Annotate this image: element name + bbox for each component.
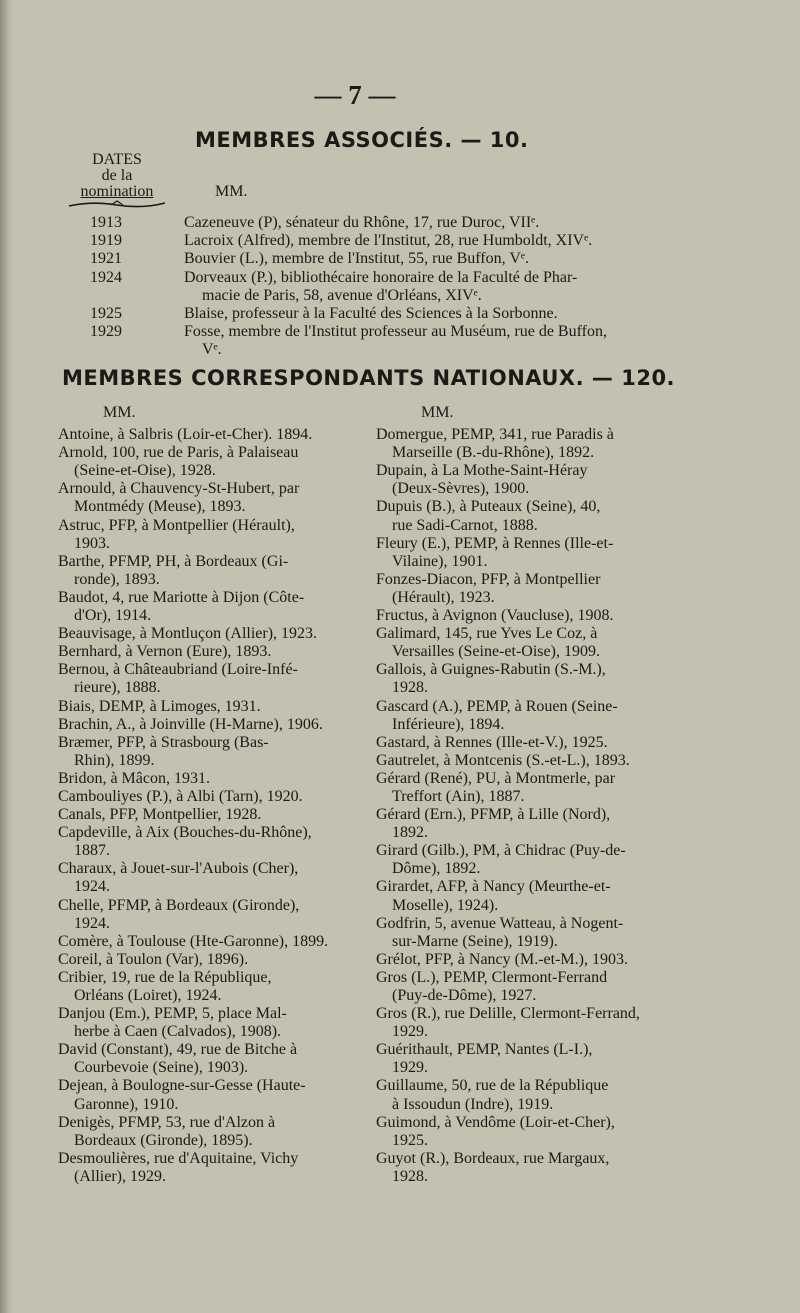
- correspondant-entry: [376, 1041, 681, 1077]
- nomination-year: 1913: [90, 214, 122, 231]
- correspondant-entry-line: Dupuis (B.), à Puteaux (Seine), 40,: [376, 498, 601, 516]
- correspondant-entry-line: Fonzes-Diacon, PFP, à Montpellier: [376, 570, 601, 588]
- associe-entry: [80, 232, 690, 250]
- correspondant-entry-line: Cambouliyes (P.), à Albi (Tarn), 1920.: [58, 787, 303, 805]
- correspondant-entry: [58, 1005, 358, 1041]
- correspondant-entry-line: Bordeaux (Gironde), 1895).: [74, 1131, 253, 1149]
- ornament-flourish: [67, 200, 167, 210]
- correspondant-entry-line: Gros (L.), PEMP, Clermont-Ferrand: [376, 968, 608, 986]
- associe-entry: [80, 214, 690, 232]
- correspondant-entry: [58, 860, 358, 896]
- correspondant-entry: [58, 698, 358, 716]
- correspondant-entry: [376, 842, 681, 878]
- correspondant-entry-line: Girardet, AFP, à Nancy (Meurthe-et-: [376, 878, 611, 896]
- correspondant-entry: [376, 806, 681, 842]
- correspondant-entry: [376, 1005, 681, 1041]
- correspondant-entry-line: ronde), 1893.: [74, 570, 160, 588]
- correspondant-entry-line: Gérard (Ern.), PFMP, à Lille (Nord),: [376, 806, 611, 824]
- correspondant-entry-line: Marseille (B.-du-Rhône), 1892.: [392, 444, 595, 462]
- correspondant-entry-line: Gastard, à Rennes (Ille-et-V.), 1925.: [376, 733, 608, 751]
- correspondant-entry-line: Fructus, à Avignon (Vaucluse), 1908.: [376, 607, 614, 625]
- correspondant-entry: [58, 788, 358, 806]
- section-title-correspondants: MEMBRES CORRESPONDANTS NATIONAUX. — 120.: [62, 366, 676, 390]
- associe-text-line: Blaise, professeur à la Faculté des Sciences à la Sorbonne.: [184, 305, 558, 323]
- correspondant-entry-line: rue Sadi-Carnot, 1888.: [392, 516, 538, 534]
- correspondant-entry-line: Gallois, à Guignes-Rabutin (S.-M.),: [376, 661, 606, 679]
- correspondant-entry: [58, 824, 358, 860]
- correspondant-entry: [58, 770, 358, 788]
- correspondant-entry-line: 1925.: [392, 1131, 428, 1149]
- correspondant-entry-line: Bernou, à Châteaubriand (Loire-Infé-: [58, 661, 298, 679]
- correspondant-entry: [58, 1041, 358, 1077]
- correspondant-entry: [376, 625, 681, 661]
- nomination-year: 1929: [90, 323, 122, 341]
- correspondant-entry-line: Biais, DEMP, à Limoges, 1931.: [58, 697, 261, 715]
- correspondant-entry-line: Inférieure), 1894.: [392, 715, 505, 733]
- correspondant-entry-line: Montmédy (Meuse), 1893.: [74, 498, 246, 516]
- correspondant-entry: [58, 625, 358, 643]
- correspondant-entry: [376, 878, 681, 914]
- correspondant-entry-line: (Allier), 1929.: [74, 1167, 166, 1185]
- associe-text: [184, 250, 690, 268]
- nomination-year: 1925: [90, 305, 122, 323]
- correspondant-entry-line: Cribier, 19, rue de la République,: [58, 968, 272, 986]
- correspondant-entry: [58, 589, 358, 625]
- correspondant-entry-line: (Deux-Sèvres), 1900.: [392, 480, 530, 498]
- correspondant-entry: [58, 969, 358, 1005]
- page-binding-shadow: [0, 0, 14, 1313]
- correspondant-entry-line: David (Constant), 49, rue de Bitche à: [58, 1041, 298, 1059]
- correspondant-entry-line: Desmoulières, rue d'Aquitaine, Vichy: [58, 1149, 299, 1167]
- dates-column-header: [62, 152, 172, 210]
- correspondant-entry-line: Brachin, A., à Joinville (H-Marne), 1906.: [58, 715, 323, 733]
- correspondant-entry: [58, 426, 358, 444]
- correspondant-entry: [58, 661, 358, 697]
- correspondant-entry: [58, 734, 358, 770]
- associe-text: [184, 323, 690, 359]
- correspondant-entry-line: Gros (R.), rue Delille, Clermont-Ferrand,: [376, 1005, 640, 1023]
- dates-header-line: DATES: [92, 151, 142, 168]
- correspondant-entry: [58, 1114, 358, 1150]
- page-number: — 7 —: [314, 80, 396, 110]
- correspondant-entry-line: Bridon, à Mâcon, 1931.: [58, 769, 210, 787]
- correspondant-entry-line: Domergue, PEMP, 341, rue Paradis à: [376, 426, 614, 444]
- correspondant-entry-line: Fleury (E.), PEMP, à Rennes (Ille-et-: [376, 534, 614, 552]
- correspondant-entry-line: (Seine-et-Oise), 1928.: [74, 462, 216, 480]
- associes-list: [80, 214, 690, 360]
- correspondant-entry: [376, 969, 681, 1005]
- correspondant-entry-line: à Issoudun (Indre), 1919.: [392, 1095, 554, 1113]
- associe-text: [184, 305, 690, 323]
- correspondant-entry-line: 1928.: [392, 679, 428, 697]
- correspondant-entry-line: Girard (Gilb.), PM, à Chidrac (Puy-de-: [376, 842, 626, 860]
- associe-entry: [80, 323, 690, 359]
- correspondant-entry: [58, 517, 358, 553]
- correspondant-entry-line: Versailles (Seine-et-Oise), 1909.: [392, 643, 600, 661]
- correspondant-entry-line: 1928.: [392, 1167, 428, 1185]
- correspondant-entry: [58, 897, 358, 933]
- mm-label-right: MM.: [421, 404, 454, 421]
- correspondant-entry-line: Denigès, PFMP, 53, rue d'Alzon à: [58, 1113, 276, 1131]
- associe-entry: [80, 305, 690, 323]
- correspondant-entry-line: d'Or), 1914.: [74, 607, 152, 625]
- correspondant-entry-line: Guillaume, 50, rue de la République: [376, 1077, 609, 1095]
- correspondant-entry-line: Guérithault, PEMP, Nantes (L-I.),: [376, 1041, 593, 1059]
- correspondant-entry-line: 1929.: [392, 1023, 428, 1041]
- associe-text-line: Dorveaux (P.), bibliothécaire honoraire de la Faculté de Phar-: [184, 268, 578, 286]
- correspondant-entry: [58, 553, 358, 589]
- correspondant-entry-line: Dejean, à Boulogne-sur-Gesse (Haute-: [58, 1077, 306, 1095]
- correspondant-entry-line: 1903.: [74, 534, 110, 552]
- correspondant-entry-line: herbe à Caen (Calvados), 1908).: [74, 1023, 282, 1041]
- right-entries: [376, 426, 681, 1186]
- correspondant-entry-line: Garonne), 1910.: [74, 1095, 179, 1113]
- correspondant-entry-line: Vilaine), 1901.: [392, 552, 488, 570]
- correspondant-entry-line: Courbevoie (Seine), 1903).: [74, 1059, 249, 1077]
- correspondant-entry: [376, 571, 681, 607]
- nomination-year: 1924: [90, 268, 122, 286]
- correspondant-entry-line: Gascard (A.), PEMP, à Rouen (Seine-: [376, 697, 618, 715]
- correspondant-entry: [376, 1114, 681, 1150]
- associe-text: [184, 214, 690, 232]
- correspondant-entry-line: Moselle), 1924).: [392, 896, 499, 914]
- correspondant-entry-line: 1929.: [392, 1059, 428, 1077]
- correspondant-entry: [376, 462, 681, 498]
- correspondant-entry-line: Guyot (R.), Bordeaux, rue Margaux,: [376, 1149, 610, 1167]
- mm-label-associes: MM.: [215, 183, 248, 200]
- correspondant-entry: [58, 716, 358, 734]
- correspondant-entry-line: Danjou (Em.), PEMP, 5, place Mal-: [58, 1005, 287, 1023]
- correspondant-entry: [376, 734, 681, 752]
- associe-text-line: Cazeneuve (P), sénateur du Rhône, 17, rue Duroc, VIIᵉ.: [184, 214, 540, 231]
- correspondant-entry-line: sur-Marne (Seine), 1919).: [392, 932, 558, 950]
- correspondant-entry-line: Rhin), 1899.: [74, 751, 155, 769]
- correspondant-entry-line: Arnould, à Chauvency-St-Hubert, par: [58, 480, 300, 498]
- correspondant-entry: [376, 607, 681, 625]
- associe-text-line: Vᵉ.: [202, 341, 222, 359]
- correspondant-entry: [376, 698, 681, 734]
- correspondant-entry: [58, 951, 358, 969]
- correspondant-entry: [376, 1150, 681, 1186]
- correspondant-entry-line: Dôme), 1892.: [392, 860, 481, 878]
- section-title-associes: MEMBRES ASSOCIÉS. — 10.: [195, 128, 529, 152]
- correspondant-entry-line: Gérard (René), PU, à Montmerle, par: [376, 769, 616, 787]
- correspondant-entry: [376, 426, 681, 462]
- left-entries: [58, 426, 358, 1186]
- associe-text-line: macie de Paris, 58, avenue d'Orléans, XIVᵉ.: [202, 286, 482, 304]
- correspondant-entry: [376, 661, 681, 697]
- correspondant-entry: [376, 535, 681, 571]
- correspondant-entry: [58, 480, 358, 516]
- correspondant-entry: [376, 1077, 681, 1113]
- correspondant-entry-line: rieure), 1888.: [74, 679, 161, 697]
- correspondant-entry: [58, 806, 358, 824]
- nomination-year: 1919: [90, 232, 122, 250]
- correspondants-column-right: [376, 404, 681, 1186]
- mm-label-left: MM.: [103, 404, 136, 421]
- correspondant-entry-line: Astruc, PFP, à Montpellier (Hérault),: [58, 516, 295, 534]
- correspondant-entry-line: Chelle, PFMP, à Bordeaux (Gironde),: [58, 896, 300, 914]
- correspondant-entry: [376, 498, 681, 534]
- correspondant-entry-line: Barthe, PFMP, PH, à Bordeaux (Gi-: [58, 552, 289, 570]
- correspondant-entry: [58, 444, 358, 480]
- correspondant-entry: [376, 770, 681, 806]
- correspondant-entry-line: (Hérault), 1923.: [392, 588, 495, 606]
- correspondant-entry: [58, 933, 358, 951]
- correspondant-entry-line: Godfrin, 5, avenue Watteau, à Nogent-: [376, 914, 624, 932]
- correspondant-entry-line: Treffort (Ain), 1887.: [392, 787, 525, 805]
- associe-text: [184, 232, 690, 250]
- correspondant-entry-line: 1892.: [392, 824, 428, 842]
- correspondant-entry-line: 1887.: [74, 842, 110, 860]
- correspondant-entry-line: Baudot, 4, rue Mariotte à Dijon (Côte-: [58, 588, 305, 606]
- correspondant-entry-line: Capdeville, à Aix (Bouches-du-Rhône),: [58, 824, 312, 842]
- dates-header-line: nomination: [80, 183, 154, 200]
- correspondant-entry: [376, 951, 681, 969]
- correspondant-entry-line: Beauvisage, à Montluçon (Allier), 1923.: [58, 625, 318, 643]
- correspondant-entry-line: Antoine, à Salbris (Loir-et-Cher). 1894.: [58, 426, 313, 444]
- correspondant-entry: [58, 1150, 358, 1186]
- correspondant-entry-line: Galimard, 145, rue Yves Le Coz, à: [376, 625, 598, 643]
- correspondant-entry-line: Dupain, à La Mothe-Saint-Héray: [376, 462, 588, 480]
- correspondant-entry-line: Comère, à Toulouse (Hte-Garonne), 1899.: [58, 932, 329, 950]
- associe-text: [184, 269, 690, 305]
- correspondant-entry-line: (Puy-de-Dôme), 1927.: [392, 987, 537, 1004]
- correspondant-entry: [376, 915, 681, 951]
- correspondant-entry-line: Bræmer, PFP, à Strasbourg (Bas-: [58, 733, 269, 751]
- correspondant-entry-line: Gautrelet, à Montcenis (S.-et-L.), 1893.: [376, 751, 630, 769]
- correspondant-entry-line: Bernhard, à Vernon (Eure), 1893.: [58, 643, 272, 661]
- correspondant-entry-line: Grélot, PFP, à Nancy (M.-et-M.), 1903.: [376, 950, 628, 968]
- associe-entry: [80, 269, 690, 305]
- correspondant-entry-line: Charaux, à Jouet-sur-l'Aubois (Cher),: [58, 860, 299, 878]
- correspondant-entry-line: Arnold, 100, rue de Paris, à Palaiseau: [58, 444, 299, 462]
- correspondant-entry: [58, 643, 358, 661]
- associe-text-line: Bouvier (L.), membre de l'Institut, 55, rue Buffon, Vᵉ.: [184, 250, 529, 268]
- correspondant-entry-line: Guimond, à Vendôme (Loir-et-Cher),: [376, 1113, 615, 1131]
- correspondant-entry-line: Coreil, à Toulon (Var), 1896).: [58, 950, 249, 968]
- correspondant-entry-line: 1924.: [74, 878, 110, 896]
- correspondant-entry: [58, 1077, 358, 1113]
- correspondant-entry-line: 1924.: [74, 914, 110, 932]
- associe-entry: [80, 250, 690, 268]
- nomination-year: 1921: [90, 250, 122, 268]
- associe-text-line: Lacroix (Alfred), membre de l'Institut, 28, rue Humboldt, XIVᵉ.: [184, 232, 593, 250]
- associe-text-line: Fosse, membre de l'Institut professeur au Muséum, rue de Buffon,: [184, 323, 607, 341]
- dates-header-line: de la: [101, 167, 133, 184]
- correspondant-entry-line: Canals, PFP, Montpellier, 1928.: [58, 806, 262, 824]
- correspondants-column-left: [58, 404, 358, 1186]
- correspondant-entry-line: Orléans (Loiret), 1924.: [74, 987, 222, 1004]
- correspondant-entry: [376, 752, 681, 770]
